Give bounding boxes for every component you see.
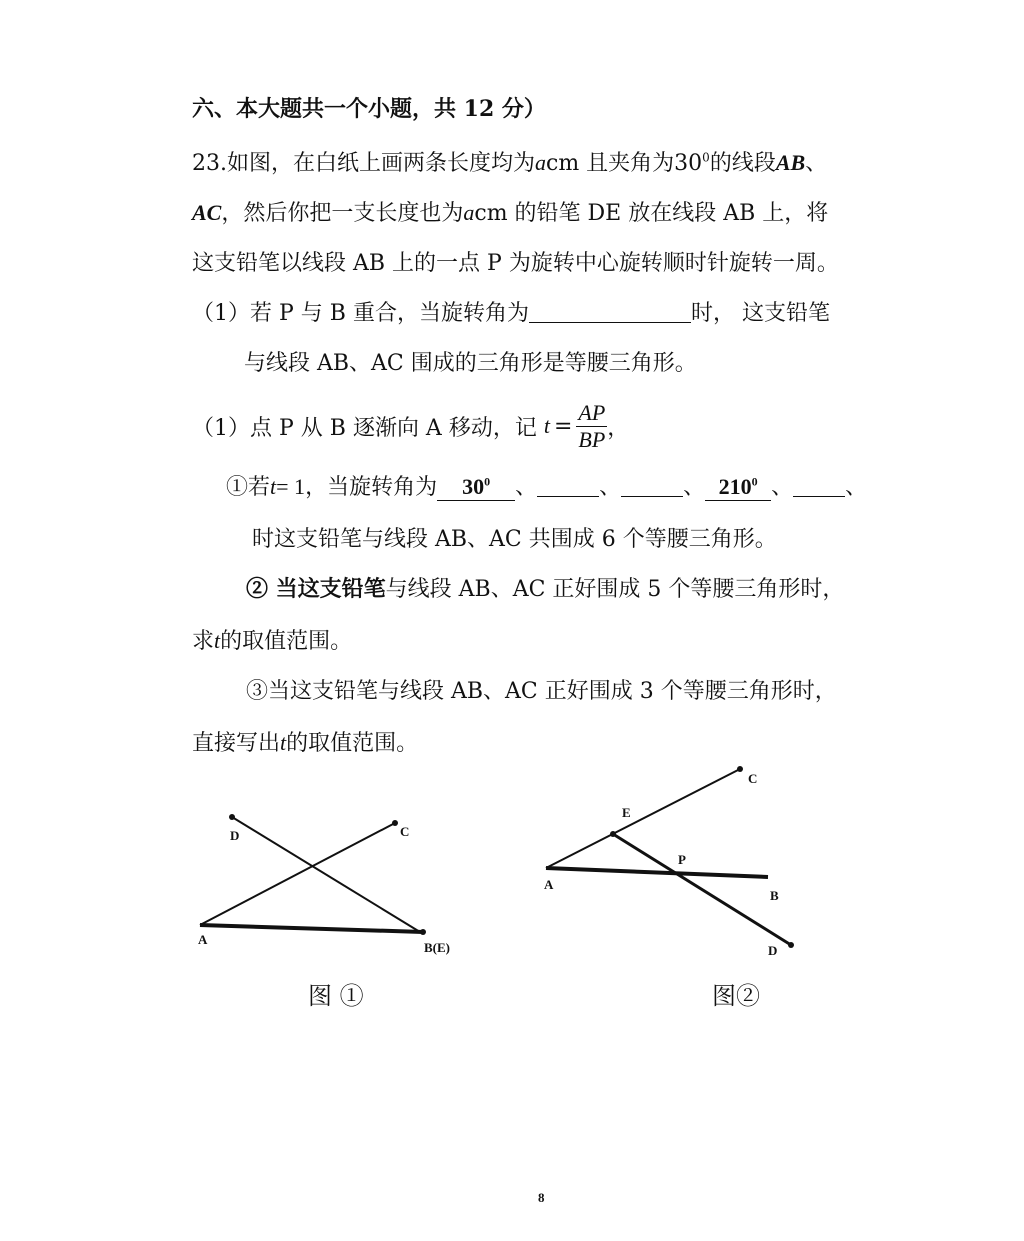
point-e: [610, 831, 616, 837]
question-1-line-1: （1）若 P 与 B 重合，当旋转角为 时， 这支铅笔: [192, 301, 830, 326]
label-a: A: [198, 932, 208, 947]
point-d: [229, 814, 235, 820]
problem-line-1: 23.如图，在白纸上画两条长度均为acm 且夹角为$30^0$的线段AB、: [192, 150, 828, 176]
label-c: C: [748, 771, 758, 786]
sub-question-3-line-2: 直接写出t的取值范围。: [192, 730, 419, 756]
point-b: [420, 929, 426, 935]
page-number: 8: [538, 1190, 545, 1205]
label-b: B: [770, 888, 779, 903]
segment-ab: [200, 925, 423, 932]
question-2-line-1: （1）点 P 从 B 逐渐向 A 移动，记 t = $\frac{AP}{BP}$ ，: [192, 399, 630, 452]
sub-question-1-line-2: 时这支铅笔与线段 AB、AC 共围成 6 个等腰三角形。: [252, 527, 777, 552]
sub-question-2-line-1: ② 当这支铅笔与线段 AB、AC 正好围成 5 个等腰三角形时，: [246, 576, 845, 602]
filled-answer-1: $30^0$: [437, 474, 515, 501]
segment-de: [232, 817, 420, 932]
sub-question-2-line-2: 求t的取值范围。: [192, 628, 353, 654]
label-b-e: B(E): [424, 940, 450, 955]
label-d: D: [768, 943, 778, 958]
section-title: 六、本大题共一个小题，共 12 分）: [192, 96, 546, 122]
question-1-line-2: 与线段 AB、AC 围成的三角形是等腰三角形。: [244, 351, 697, 376]
label-e: E: [622, 805, 631, 820]
filled-answer-2: $210^0$: [705, 474, 771, 501]
label-p: P: [678, 852, 686, 867]
label-a: A: [544, 877, 554, 892]
segment-ab: [546, 868, 768, 877]
figure-1-caption: 图 ①: [308, 982, 364, 1010]
fraction-ap-bp: $\frac{AP}{BP}$: [578, 399, 606, 452]
answer-blank: [529, 300, 691, 323]
sub-question-1-line-1: ①若t= 1，当旋转角为 $30^0$ 、 、 、 $210^0$ 、 、: [226, 474, 868, 500]
sub-question-3-line-1: ③当这支铅笔与线段 AB、AC 正好围成 3 个等腰三角形时，: [246, 679, 837, 704]
answer-blank: [793, 474, 845, 497]
segment-ed: [613, 834, 791, 945]
point-c: [392, 820, 398, 826]
problem-line-3: 这支铅笔以线段 AB 上的一点 P 为旋转中心旋转顺时针旋转一周。: [192, 251, 839, 276]
figure-2-caption: 图②: [712, 982, 760, 1010]
figure-2: [530, 755, 810, 965]
answer-blank: [621, 474, 683, 497]
answer-blank: [537, 474, 599, 497]
problem-line-2: AC，然后你把一支长度也为acm 的铅笔 DE 放在线段 AB 上，将: [192, 200, 829, 226]
figure-1: [180, 800, 480, 970]
label-c: C: [400, 824, 410, 839]
label-d: D: [230, 828, 240, 843]
point-c: [737, 766, 743, 772]
point-d: [788, 942, 794, 948]
